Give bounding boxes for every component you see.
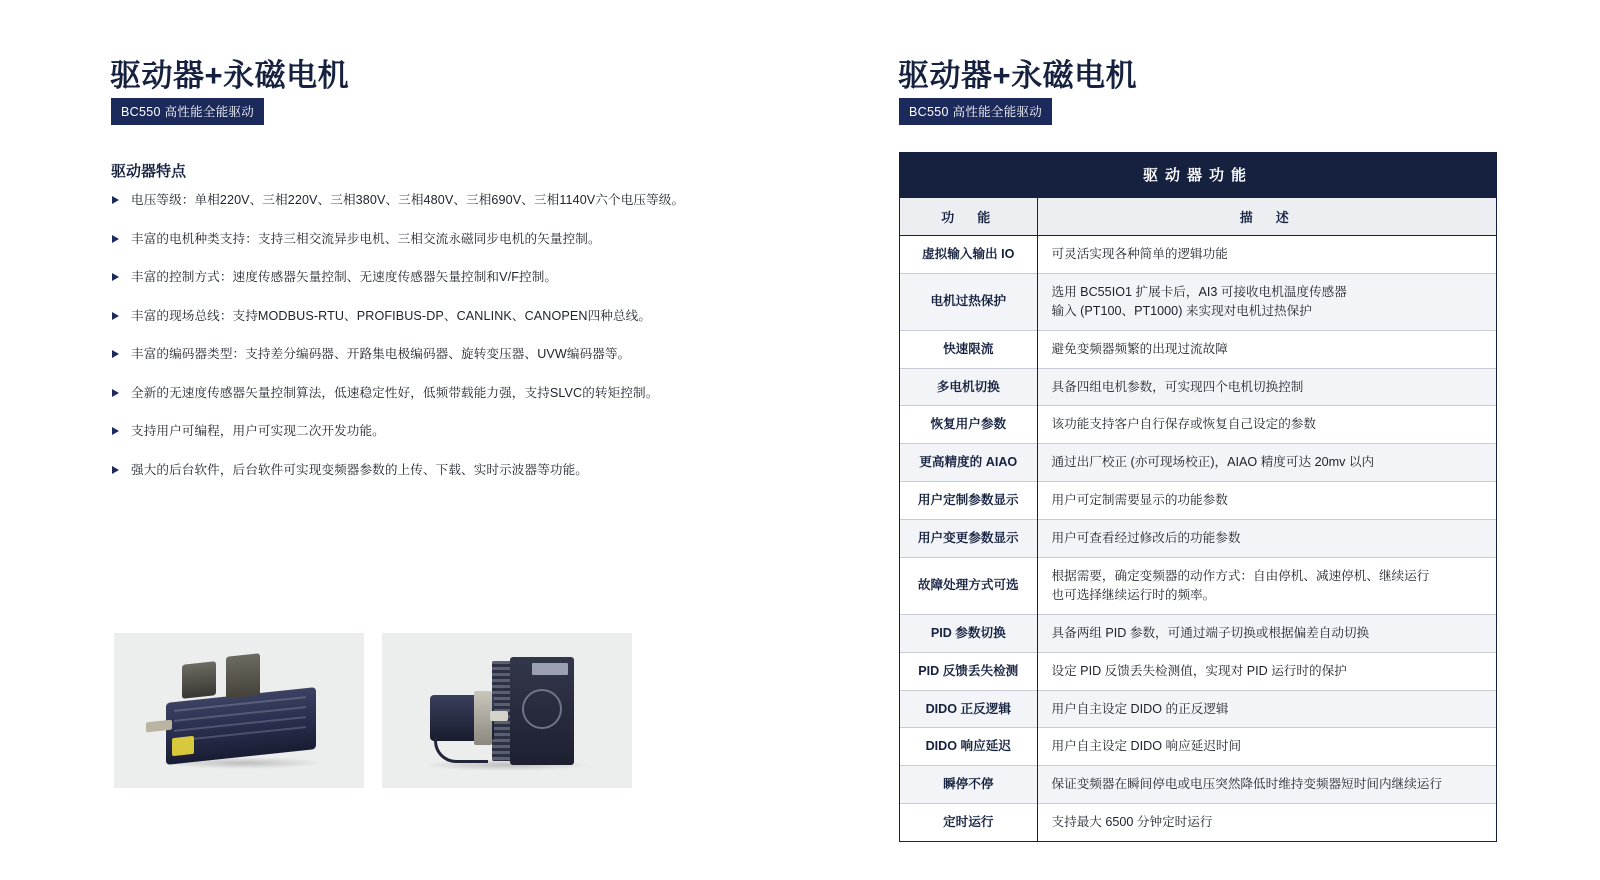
function-name: 更高精度的 AIAO <box>900 444 1037 482</box>
table-header-row <box>900 198 1496 236</box>
function-name: 用户变更参数显示 <box>900 520 1037 558</box>
function-name: 瞬停不停 <box>900 766 1037 804</box>
product-badge-left: BC550 高性能全能驱动 <box>111 98 264 125</box>
list-item <box>112 385 732 402</box>
right-page <box>800 0 1600 880</box>
feature-text: 丰富的编码器类型：支持差分编码器、开路集电极编码器、旋转变压器、UVW编码器等。 <box>131 347 631 361</box>
description-line: 根据需要，确定变频器的动作方式：自由停机、减速停机、继续运行 <box>1051 569 1430 584</box>
description-line: 该功能支持客户自行保存或恢复自己设定的参数 <box>1051 417 1316 432</box>
description-line: 也可选择继续运行时的频率。 <box>1051 587 1216 602</box>
triangle-bullet-icon <box>112 196 121 205</box>
table-row <box>900 482 1496 520</box>
table-row <box>900 273 1496 330</box>
table-row <box>900 766 1496 804</box>
list-item <box>112 269 732 286</box>
table-row <box>900 558 1496 615</box>
function-description <box>1037 330 1496 368</box>
description-line: 用户可定制需要显示的功能参数 <box>1051 493 1228 508</box>
feature-text: 丰富的现场总线：支持MODBUS-RTU、PROFIBUS-DP、CANLINK、CANOPEN四种总线。 <box>131 308 652 323</box>
triangle-bullet-icon <box>112 427 121 436</box>
function-name: 电机过热保护 <box>900 273 1037 330</box>
drive-and-motor-photo <box>382 633 632 788</box>
function-name: 用户定制参数显示 <box>900 482 1037 520</box>
motor-label-plate <box>172 736 194 756</box>
list-item <box>112 462 732 479</box>
triangle-bullet-icon <box>112 389 121 398</box>
table-row <box>900 652 1496 690</box>
function-description <box>1037 444 1496 482</box>
function-name: 故障处理方式可选 <box>900 558 1037 615</box>
list-item <box>112 192 732 209</box>
table-row <box>900 236 1496 274</box>
function-description <box>1037 520 1496 558</box>
function-description <box>1037 728 1496 766</box>
table-row <box>900 330 1496 368</box>
feature-text: 丰富的控制方式：速度传感器矢量控制、无速度传感器矢量控制和V/F控制。 <box>131 270 558 284</box>
table-row <box>900 804 1496 841</box>
function-description <box>1037 766 1496 804</box>
feature-list <box>112 192 732 500</box>
triangle-bullet-icon <box>112 235 121 244</box>
function-name: PID 反馈丢失检测 <box>900 652 1037 690</box>
page-title-right: 驱动器+永磁电机 <box>898 58 1138 93</box>
function-name: DIDO 正反逻辑 <box>900 690 1037 728</box>
description-line: 用户自主设定 DIDO 的正反逻辑 <box>1051 701 1229 716</box>
triangle-bullet-icon <box>112 350 121 359</box>
table-title: 驱动器功能 <box>900 153 1496 197</box>
feature-text: 全新的无速度传感器矢量控制算法，低速稳定性好，低频带载能力强，支持SLVC的转矩控制。 <box>131 385 659 400</box>
function-description <box>1037 236 1496 274</box>
triangle-bullet-icon <box>112 466 121 475</box>
column-header-description: 描 述 <box>1037 198 1496 236</box>
function-table <box>900 197 1496 841</box>
permanent-magnet-motor-photo <box>114 633 364 788</box>
function-name: 虚拟输入输出 IO <box>900 236 1037 274</box>
section-heading-drive-features: 驱动器特点 <box>111 163 187 180</box>
motor-shaft <box>490 711 508 721</box>
table-row <box>900 728 1496 766</box>
function-description <box>1037 558 1496 615</box>
table-row <box>900 520 1496 558</box>
function-name: 恢复用户参数 <box>900 406 1037 444</box>
list-item <box>112 346 732 363</box>
description-line: 设定 PID 反馈丢失检测值，实现对 PID 运行时的保护 <box>1051 663 1347 678</box>
table-row <box>900 444 1496 482</box>
motor-terminal-box <box>226 653 260 699</box>
function-description <box>1037 406 1496 444</box>
list-item <box>112 308 732 325</box>
list-item <box>112 231 732 248</box>
description-line: 选用 BC55IO1 扩展卡后，AI3 可接收电机温度传感器 <box>1051 284 1347 299</box>
table-row <box>900 368 1496 406</box>
drive-fan-grille <box>522 689 562 729</box>
description-line: 保证变频器在瞬间停电或电压突然降低时维持变频器短时间内继续运行 <box>1051 777 1442 792</box>
function-description <box>1037 804 1496 841</box>
list-item <box>112 423 732 440</box>
description-line: 用户自主设定 DIDO 响应延迟时间 <box>1051 739 1242 754</box>
page-title-left: 驱动器+永磁电机 <box>110 58 350 93</box>
table-row <box>900 690 1496 728</box>
table-row <box>900 406 1496 444</box>
feature-text: 强大的后台软件，后台软件可实现变频器参数的上传、下载、实时示波器等功能。 <box>131 462 588 477</box>
function-description <box>1037 614 1496 652</box>
function-name: PID 参数切换 <box>900 614 1037 652</box>
product-photo-row <box>114 633 632 788</box>
feature-text: 支持用户可编程，用户可实现二次开发功能。 <box>131 424 385 438</box>
description-line: 支持最大 6500 分钟定时运行 <box>1051 815 1213 830</box>
feature-text: 电压等级：单相220V、三相220V、三相380V、三相480V、三相690V、三相1140V六个电压等级。 <box>131 193 685 207</box>
product-badge-right: BC550 高性能全能驱动 <box>899 98 1052 125</box>
function-name: 多电机切换 <box>900 368 1037 406</box>
triangle-bullet-icon <box>112 312 121 321</box>
description-line: 具备两组 PID 参数，可通过端子切换或根据偏差自动切换 <box>1051 625 1370 640</box>
function-description <box>1037 273 1496 330</box>
description-line: 具备四组电机参数，可实现四个电机切换控制 <box>1051 379 1304 394</box>
function-name: 快速限流 <box>900 330 1037 368</box>
description-line: 通过出厂校正 (亦可现场校正)，AIAO 精度可达 20mv 以内 <box>1051 455 1375 470</box>
function-description <box>1037 482 1496 520</box>
table-row <box>900 614 1496 652</box>
triangle-bullet-icon <box>112 273 121 282</box>
description-line: 用户可查看经过修改后的功能参数 <box>1051 531 1241 546</box>
drive-function-table <box>899 152 1497 842</box>
function-description <box>1037 652 1496 690</box>
function-name: DIDO 响应延迟 <box>900 728 1037 766</box>
drive-nameplate <box>532 663 568 675</box>
feature-text: 丰富的电机种类支持：支持三相交流异步电机、三相交流永磁同步电机的矢量控制。 <box>131 231 601 246</box>
description-line: 避免变频器频繁的出现过流故障 <box>1051 341 1228 356</box>
function-name: 定时运行 <box>900 804 1037 841</box>
description-line: 输入 (PT100、PT1000) 来实现对电机过热保护 <box>1051 303 1312 318</box>
motor-terminal-box <box>182 661 216 699</box>
column-header-function: 功 能 <box>900 198 1037 236</box>
function-description <box>1037 368 1496 406</box>
function-description <box>1037 690 1496 728</box>
description-line: 可灵活实现各种简单的逻辑功能 <box>1051 247 1228 261</box>
